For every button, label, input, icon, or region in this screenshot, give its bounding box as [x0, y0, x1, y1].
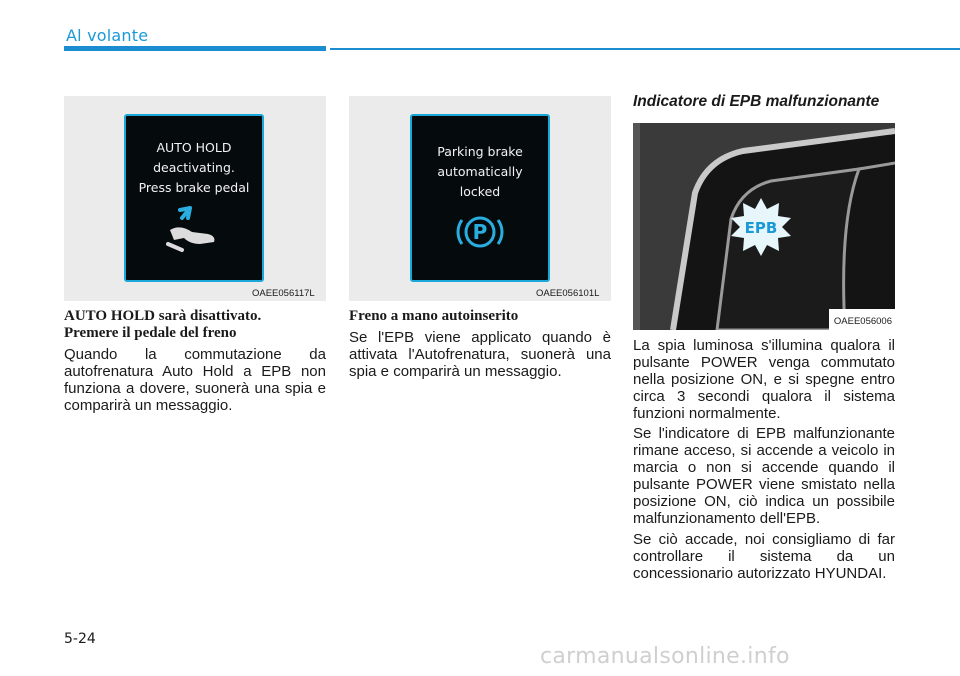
- display-line: locked: [459, 184, 501, 199]
- display-line: AUTO HOLD: [156, 140, 232, 155]
- page-number: 5-24: [64, 631, 96, 647]
- heading-epb-warning: Indicatore di EPB malfunzionante: [633, 93, 880, 110]
- heading-line: Premere il pedale del freno: [64, 325, 237, 341]
- display-line: Press brake pedal: [138, 180, 250, 195]
- header-rule-thin: [330, 48, 960, 50]
- heading-line: AUTO HOLD sarà disattivato.: [64, 308, 262, 324]
- figure-code: OAEE056101L: [536, 288, 600, 299]
- body-epb-para2: Se l'indicatore di EPB malfunzionante rimane acceso, si accende a veicolo in marcia o non si accende quando il pulsante POWER viene smistato nella posizione ON, ciò indica un possibile malfunzionamento dell'EPB.: [633, 425, 895, 527]
- instrument-cluster-illustration: [633, 123, 895, 330]
- heading-auto-hold: [64, 308, 326, 342]
- brake-pedal-icon: [160, 204, 230, 254]
- body-epb-para3: Se ciò accade, noi consigliamo di far controllare il sistema da un concessionario autorizzato HYUNDAI.: [633, 531, 895, 582]
- watermark: carmanualsonline.info: [540, 644, 790, 669]
- figure-epb-warning: [633, 123, 895, 330]
- cluster-display: [124, 114, 264, 282]
- body-epb-para1: La spia luminosa s'illumina qualora il pulsante POWER venga commutato nella posizione ON, e si spegne entro circa 3 secondi qualora il sistema funzioni normalmente.: [633, 337, 895, 422]
- figure-auto-hold: [64, 96, 326, 301]
- figure-code: OAEE056117L: [252, 288, 315, 299]
- parking-brake-symbol: P: [472, 220, 488, 244]
- display-line: Parking brake: [437, 144, 523, 159]
- body-parking-brake: Se l'EPB viene applicato quando è attivata l'Autofrenatura, suonerà una spia e comparirà un messaggio.: [349, 329, 611, 380]
- header-rule-thick: [64, 46, 326, 51]
- figure-code: OAEE056006: [833, 316, 892, 327]
- display-line: automatically: [437, 164, 523, 179]
- cluster-display: [410, 114, 550, 282]
- heading-parking-brake: Freno a mano autoinserito: [349, 308, 519, 324]
- figure-parking-brake: [349, 96, 611, 301]
- section-title: Al volante: [66, 26, 149, 45]
- epb-label: EPB: [744, 219, 778, 237]
- body-auto-hold: Quando la commutazione da autofrenatura Auto Hold a EPB non funziona a dovere, suonerà una spia e comparirà un messaggio.: [64, 346, 326, 414]
- display-line: deactivating.: [153, 160, 235, 175]
- figure-code-tag: [829, 309, 895, 330]
- parking-brake-icon: [455, 210, 505, 254]
